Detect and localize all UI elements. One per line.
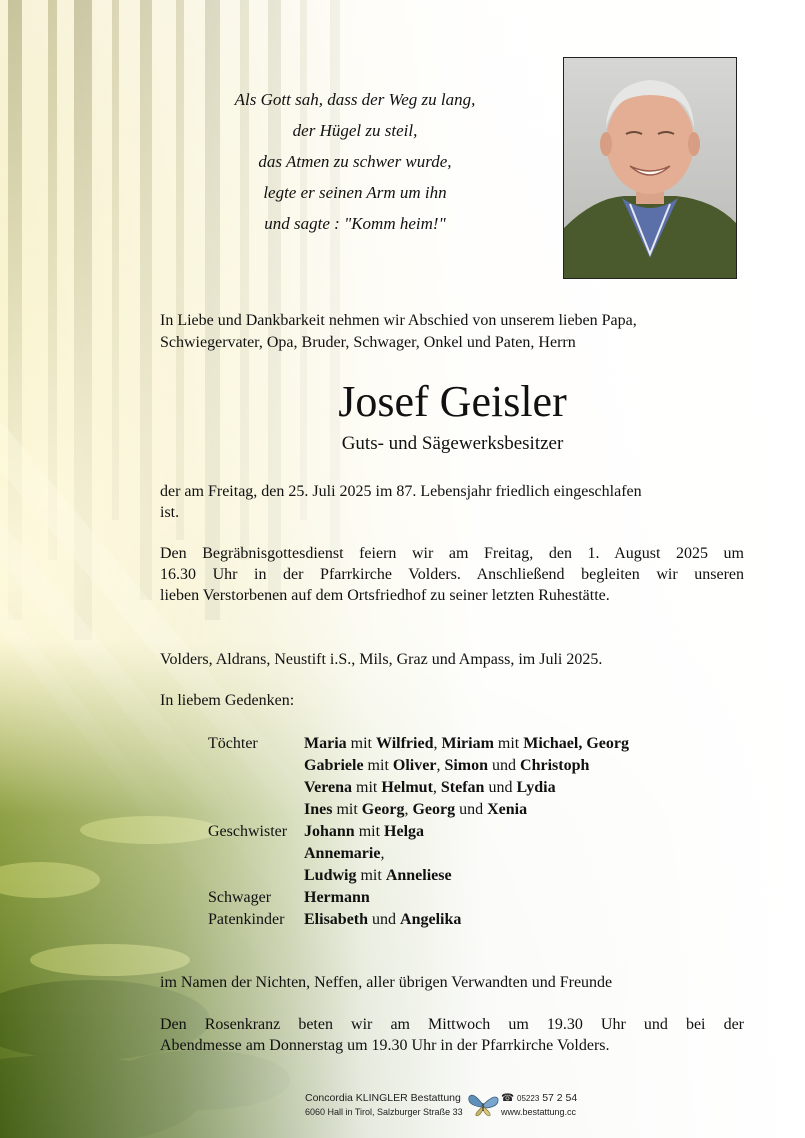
- family-row: [208, 733, 629, 755]
- death-notice-line: der am Freitag, den 25. Juli 2025 im 87. Lebensjahr friedlich eingeschlafen: [160, 483, 642, 500]
- intro-text: [160, 310, 745, 354]
- family-names: Ludwig mit Anneliese: [304, 867, 452, 884]
- family-role: Geschwister: [208, 823, 288, 840]
- phone-icon: ☎: [501, 1092, 515, 1104]
- family-row: [208, 799, 629, 821]
- family-row: [208, 843, 629, 865]
- family-role: [208, 777, 304, 799]
- poem-line: der Hügel zu steil,: [292, 121, 418, 140]
- family-list: [208, 733, 629, 931]
- family-names: Hermann: [304, 889, 370, 906]
- family-role: [208, 799, 304, 821]
- poem-line: legte er seinen Arm um ihn: [263, 183, 447, 202]
- intro-line: In Liebe und Dankbarkeit nehmen wir Abschied von unserem lieben Papa,: [160, 312, 637, 329]
- funeral-line: Den Begräbnisgottesdienst feiern wir am Freitag, den 1. August 2025 um: [160, 545, 744, 562]
- family-role: Schwager: [208, 889, 272, 906]
- family-role: [208, 843, 304, 865]
- funeral-home-footer: [305, 1091, 595, 1121]
- family-names: Gabriele mit Oliver, Simon und Christoph: [304, 757, 590, 774]
- on-behalf-text: im Namen der Nichten, Neffen, aller übrigen Verwandten und Freunde: [160, 974, 613, 991]
- death-notice: [160, 481, 744, 523]
- death-notice-line: ist.: [160, 504, 180, 521]
- funeral-home-contact: [501, 1091, 601, 1118]
- family-row: [208, 821, 629, 843]
- deceased-occupation: Guts- und Sägewerksbesitzer: [341, 433, 564, 454]
- rosary-line: Den Rosenkranz beten wir am Mittwoch um 19.30 Uhr und bei der: [160, 1016, 744, 1033]
- rosary-notice: [160, 1014, 744, 1056]
- family-names: Annemarie,: [304, 845, 385, 862]
- funeral-notice: [160, 543, 744, 606]
- poem-line: das Atmen zu schwer wurde,: [258, 152, 452, 171]
- poem-line: Als Gott sah, dass der Weg zu lang,: [234, 90, 476, 109]
- family-names: Johann mit Helga: [304, 823, 425, 840]
- intro-line: Schwiegervater, Opa, Bruder, Schwager, Onkel und Paten, Herrn: [160, 334, 576, 351]
- family-row: [208, 887, 629, 909]
- family-names: Maria mit Wilfried, Miriam mit Michael, Georg: [304, 735, 629, 752]
- butterfly-icon: [467, 1091, 499, 1117]
- family-names: Elisabeth und Angelika: [304, 911, 462, 928]
- family-role: Patenkinder: [208, 911, 285, 928]
- poem-line: und sagte : "Komm heim!": [264, 214, 446, 233]
- family-row: [208, 777, 629, 799]
- portrait-illustration: [564, 58, 736, 278]
- funeral-home-address: 6060 Hall in Tirol, Salzburger Straße 33: [305, 1107, 463, 1117]
- portrait-photo: [563, 57, 737, 279]
- family-names: Verena mit Helmut, Stefan und Lydia: [304, 779, 556, 796]
- family-row: [208, 909, 629, 931]
- funeral-home-info: [305, 1091, 475, 1118]
- family-role: Töchter: [208, 735, 258, 752]
- rosary-line: Abendmesse am Donnerstag um 19.30 Uhr in der Pfarrkirche Volders.: [160, 1037, 610, 1054]
- poem: [190, 84, 520, 239]
- family-row: [208, 865, 629, 887]
- deceased-name: Josef Geisler: [338, 377, 567, 426]
- family-row: [208, 755, 629, 777]
- in-memory-heading: In liebem Gedenken:: [160, 692, 295, 709]
- funeral-line: lieben Verstorbenen auf dem Ortsfriedhof zu seiner letzten Ruhestätte.: [160, 587, 610, 604]
- family-names: Ines mit Georg, Georg und Xenia: [304, 801, 528, 818]
- funeral-line: 16.30 Uhr in der Pfarrkirche Volders. Anschließend begleiten wir unseren: [160, 566, 744, 583]
- family-role: [208, 865, 304, 887]
- funeral-home-name: Concordia KLINGLER Bestattung: [305, 1092, 461, 1104]
- place-date: Volders, Aldrans, Neustift i.S., Mils, Graz und Ampass, im Juli 2025.: [160, 651, 603, 668]
- family-role: [208, 755, 304, 777]
- funeral-home-phone: ☎ 05223 57 2 54: [501, 1092, 578, 1104]
- funeral-home-website[interactable]: www.bestattung.cc: [501, 1107, 577, 1117]
